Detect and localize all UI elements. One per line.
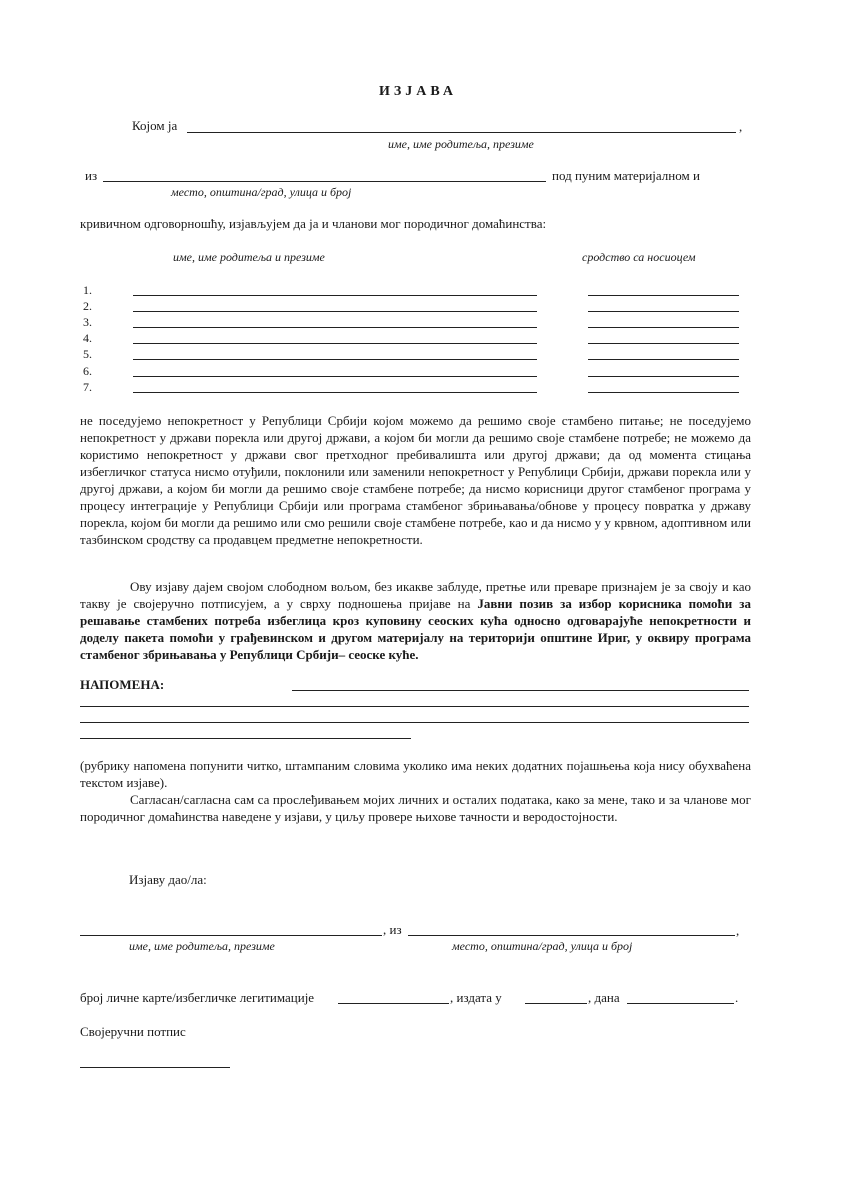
napomena-line-3[interactable] [80,722,749,723]
napomena-line-2[interactable] [80,706,749,707]
member-relation-field[interactable] [588,359,739,360]
statement-body [80,412,751,548]
signer-comma: , [736,923,740,938]
member-name-field[interactable] [133,295,537,296]
member-row-number: 3. [83,315,92,329]
issued-in-field[interactable] [525,1003,587,1004]
public-call-title: Јавни позив за избор корисника помоћи за решавање стамбених потреба избеглица кроз куповину сеоских кућа односно одговарајуће непокретности и доделу пакета помоћи у грађевинском и другом материјалу на територији општине Ириг, у оквиру програма стамбеног збрињавања у Републици Србији– сеоске куће. [80,596,751,662]
signature-field[interactable] [80,1067,230,1068]
line-comma: , [739,119,743,134]
caption-signer-name: име, име родитеља, презиме [129,939,275,953]
member-relation-field[interactable] [588,295,739,296]
consent [80,791,751,825]
member-relation-field[interactable] [588,327,739,328]
column-header-name: име, име родитеља и презиме [173,250,325,264]
member-name-field[interactable] [133,359,537,360]
napomena-line-1[interactable] [292,690,749,691]
member-name-field[interactable] [133,343,537,344]
member-relation-field[interactable] [588,343,739,344]
signer-name-field[interactable] [80,935,382,936]
declarant-name-field[interactable] [187,132,736,133]
napomena-label: НАПОМЕНА: [80,677,165,692]
caption-declarant-address: место, општина/град, улица и број [171,185,352,199]
id-card-label: број личне карте/избегличке легитимације [80,990,315,1005]
member-row-number: 5. [83,347,92,361]
under-full-label: под пуним материјалном и [552,168,700,183]
member-relation-field[interactable] [588,311,739,312]
id-card-number-field[interactable] [338,1003,449,1004]
member-row-number: 4. [83,331,92,345]
napomena-instruction [80,757,751,791]
caption-declarant-name: име, име родитеља, презиме [388,137,534,151]
caption-signer-address: место, општина/град, улица и број [452,939,633,953]
member-name-field[interactable] [133,392,537,393]
signer-iz-label: , из [383,922,402,937]
kojom-ja-label: Којом ја [132,118,178,133]
member-row-number: 6. [83,364,92,378]
member-name-field[interactable] [133,327,537,328]
column-header-relation: сродство са носиоцем [582,250,696,264]
member-relation-field[interactable] [588,376,739,377]
member-row-number: 7. [83,380,92,394]
declarant-address-field[interactable] [103,181,546,182]
statement-body-text: не поседујемо непокретност у Републици Србији којом можемо да решимо своје стамбено питање; не поседујемо непокретност у држави порекла или другој држави, а којом би могли да решимо своје стамбене потребе; не можемо да користимо непокретност у држави свог претходног пребивалишта или другој држави; да од момента стицања избегличког статуса нисмо отуђили, поклонили или заменили непокретност у Републици Србији, држави порекла или у другој држави, а којом би могли да решимо своје стамбене потребе; да нисмо корисници другог стамбеног програма у процесу интеграције у Републици Србији или програма стамбеног збрињавања/обнове у процесу повратка у државу порекла, којом би могли да решимо или смо решили своје стамбене потребе, као и да нисмо у у крвном, адоптивном или тазбинском сродству са продавцем предметне непокретности. [80,413,751,547]
signer-address-field[interactable] [408,935,735,936]
voluntary-text: Ову изјаву дајем својом слободном вољом, без икакве заблуде, претње или преваре признајем је за своју и као такву је својеручно потписујем, а у сврху подношења пријаве на [80,579,751,611]
issue-date-field[interactable] [627,1003,734,1004]
voluntary-statement [80,578,751,663]
iz-label: из [85,168,98,183]
date-label: , дана [588,990,620,1005]
issued-in-label: , издата у [450,990,502,1005]
member-name-field[interactable] [133,311,537,312]
responsibility-text: кривичном одговорношћу, изјављујем да ја и чланови мог породичног домаћинства: [80,216,547,231]
member-row-number: 2. [83,299,92,313]
given-by-label: Изјаву дао/ла: [129,872,207,887]
document-title: ИЗЈАВА [379,84,457,99]
own-signature-label: Својеручни потпис [80,1024,186,1039]
napomena-instruction-text: (рубрику напомена попунити читко, штампаним словима уколико има неких додатних појашњења која нису обухваћена текстом изјаве). [80,758,751,790]
consent-text: Сагласан/сагласна сам са прослеђивањем мојих личних и осталих података, како за мене, тако и за чланове мог породичног домаћинства наведене у изјави, у циљу провере њихове тачности и веродостојности. [80,792,751,824]
date-period: . [735,990,739,1005]
member-row-number: 1. [83,283,92,297]
member-name-field[interactable] [133,376,537,377]
napomena-line-4[interactable] [80,738,411,739]
member-relation-field[interactable] [588,392,739,393]
